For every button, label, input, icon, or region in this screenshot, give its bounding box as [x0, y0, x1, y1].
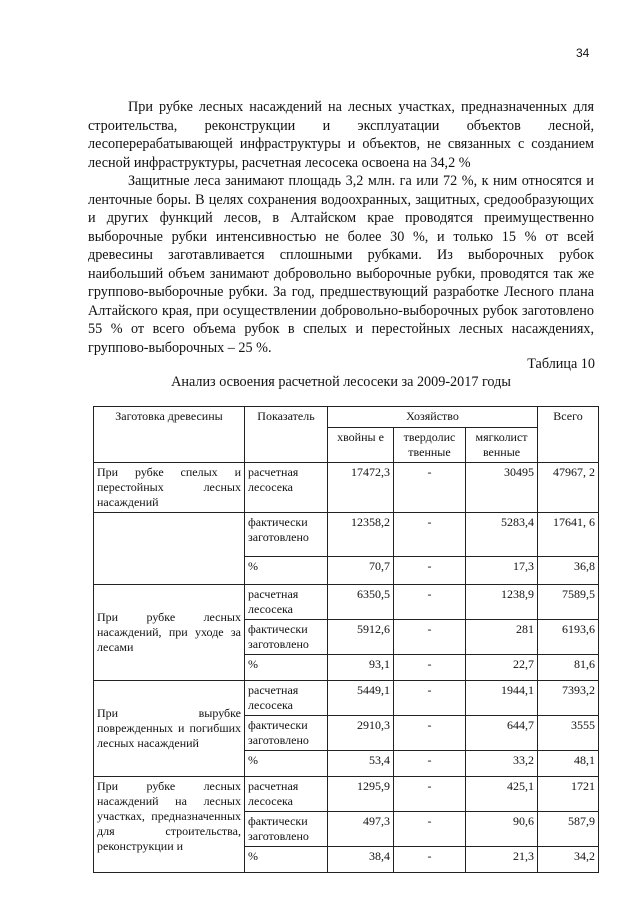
conifer-value: 12358,2 [328, 513, 394, 557]
hardwood-value: - [394, 513, 466, 557]
softwood-value: 1944,1 [466, 681, 538, 716]
indicator-cell: фактически заготовлено [245, 513, 328, 557]
total-value: 17641, 6 [538, 513, 599, 557]
conifer-value: 6350,5 [328, 585, 394, 620]
harvest-type-cell: При рубке лесных насаждений, при уходе за лесами [94, 585, 245, 681]
hardwood-value: - [394, 655, 466, 681]
table-title: Анализ освоения расчетной лесосеки за 2009-2017 годы [171, 374, 511, 390]
hardwood-value: - [394, 681, 466, 716]
table-row [94, 681, 599, 716]
indicator-cell: фактически заготовлено [245, 620, 328, 655]
indicator-cell: расчетная лесосека [245, 681, 328, 716]
hardwood-value: - [394, 716, 466, 751]
empty-cell [94, 513, 245, 585]
softwood-value: 644,7 [466, 716, 538, 751]
harvest-type-cell: При рубке лесных насаждений на лесных участках, предназначенных для строительства, реконструкции и [94, 777, 245, 873]
softwood-value: 90,6 [466, 812, 538, 847]
indicator-cell: расчетная лесосека [245, 585, 328, 620]
indicator-cell: % [245, 557, 328, 585]
hardwood-value: - [394, 812, 466, 847]
softwood-value: 22,7 [466, 655, 538, 681]
harvest-type-cell: При рубке спелых и перестойных лесных насаждений [94, 463, 245, 513]
page-number: 34 [576, 46, 590, 60]
indicator-cell: фактически заготовлено [245, 812, 328, 847]
hardwood-value: - [394, 777, 466, 812]
header-softwood: мягколист венные [466, 428, 538, 463]
header-conifer: хвойны е [328, 428, 394, 463]
total-value: 34,2 [538, 847, 599, 873]
indicator-cell: расчетная лесосека [245, 777, 328, 812]
total-value: 47967, 2 [538, 463, 599, 513]
header-economy: Хозяйство [328, 407, 538, 428]
table-header-row-1 [94, 407, 599, 428]
indicator-cell: % [245, 751, 328, 777]
softwood-value: 5283,4 [466, 513, 538, 557]
header-hardwood: твердолис твенные [394, 428, 466, 463]
header-total: Всего [538, 407, 599, 463]
softwood-value: 21,3 [466, 847, 538, 873]
header-harvest: Заготовка древесины [94, 407, 245, 463]
conifer-value: 5449,1 [328, 681, 394, 716]
table-number: Таблица 10 [527, 356, 595, 372]
total-value: 81,6 [538, 655, 599, 681]
table-row [94, 585, 599, 620]
total-value: 36,8 [538, 557, 599, 585]
hardwood-value: - [394, 847, 466, 873]
indicator-cell: % [245, 655, 328, 681]
conifer-value: 70,7 [328, 557, 394, 585]
conifer-value: 2910,3 [328, 716, 394, 751]
total-value: 48,1 [538, 751, 599, 777]
conifer-value: 38,4 [328, 847, 394, 873]
total-value: 7589,5 [538, 585, 599, 620]
indicator-cell: % [245, 847, 328, 873]
conifer-value: 1295,9 [328, 777, 394, 812]
hardwood-value: - [394, 620, 466, 655]
conifer-value: 93,1 [328, 655, 394, 681]
total-value: 6193,6 [538, 620, 599, 655]
softwood-value: 33,2 [466, 751, 538, 777]
hardwood-value: - [394, 751, 466, 777]
harvest-type-cell: При вырубке поврежденных и погибших лесных насаждений [94, 681, 245, 777]
table-row [94, 463, 599, 513]
softwood-value: 1238,9 [466, 585, 538, 620]
hardwood-value: - [394, 463, 466, 513]
body-paragraph-2: Защитные леса занимают площадь 3,2 млн. га или 72 %, к ним относятся и ленточные боры. В целях сохранения водоохранных, защитных, средообразующих и других функций лесов, в Алтайском крае проводятся преимущественно выборочные рубки интенсивностью не более 30 %, и только 15 % от всей древесины заготавливается сплошными рубками. Из выборочных рубок наибольший объем занимают добровольно выборочные рубки, проводятся так же группово-выборочные рубки. За год, предшествующий разработке Лесного плана Алтайского края, при осуществлении добровольно-выборочных рубок заготовлено 55 % от всего объема рубок в спелых и перестойных лесных насаждениях, группово-выборочных – 25 %. [88, 173, 594, 356]
softwood-value: 425,1 [466, 777, 538, 812]
header-indicator: Показатель [245, 407, 328, 463]
softwood-value: 30495 [466, 463, 538, 513]
total-value: 3555 [538, 716, 599, 751]
table-row [94, 513, 599, 557]
hardwood-value: - [394, 557, 466, 585]
harvest-analysis-table [93, 406, 599, 873]
table-row [94, 777, 599, 812]
total-value: 1721 [538, 777, 599, 812]
softwood-value: 17,3 [466, 557, 538, 585]
body-paragraph-1: При рубке лесных насаждений на лесных участках, предназначенных для строительства, реконструкции и эксплуатации объектов лесной, лесоперерабатывающей инфраструктуры и объектов, не связанных с созданием лесной инфраструктуры, расчетная лесосека освоена на 34,2 % [88, 99, 594, 171]
softwood-value: 281 [466, 620, 538, 655]
total-value: 7393,2 [538, 681, 599, 716]
total-value: 587,9 [538, 812, 599, 847]
conifer-value: 5912,6 [328, 620, 394, 655]
conifer-value: 17472,3 [328, 463, 394, 513]
conifer-value: 497,3 [328, 812, 394, 847]
hardwood-value: - [394, 585, 466, 620]
indicator-cell: фактически заготовлено [245, 716, 328, 751]
conifer-value: 53,4 [328, 751, 394, 777]
indicator-cell: расчетная лесосека [245, 463, 328, 513]
